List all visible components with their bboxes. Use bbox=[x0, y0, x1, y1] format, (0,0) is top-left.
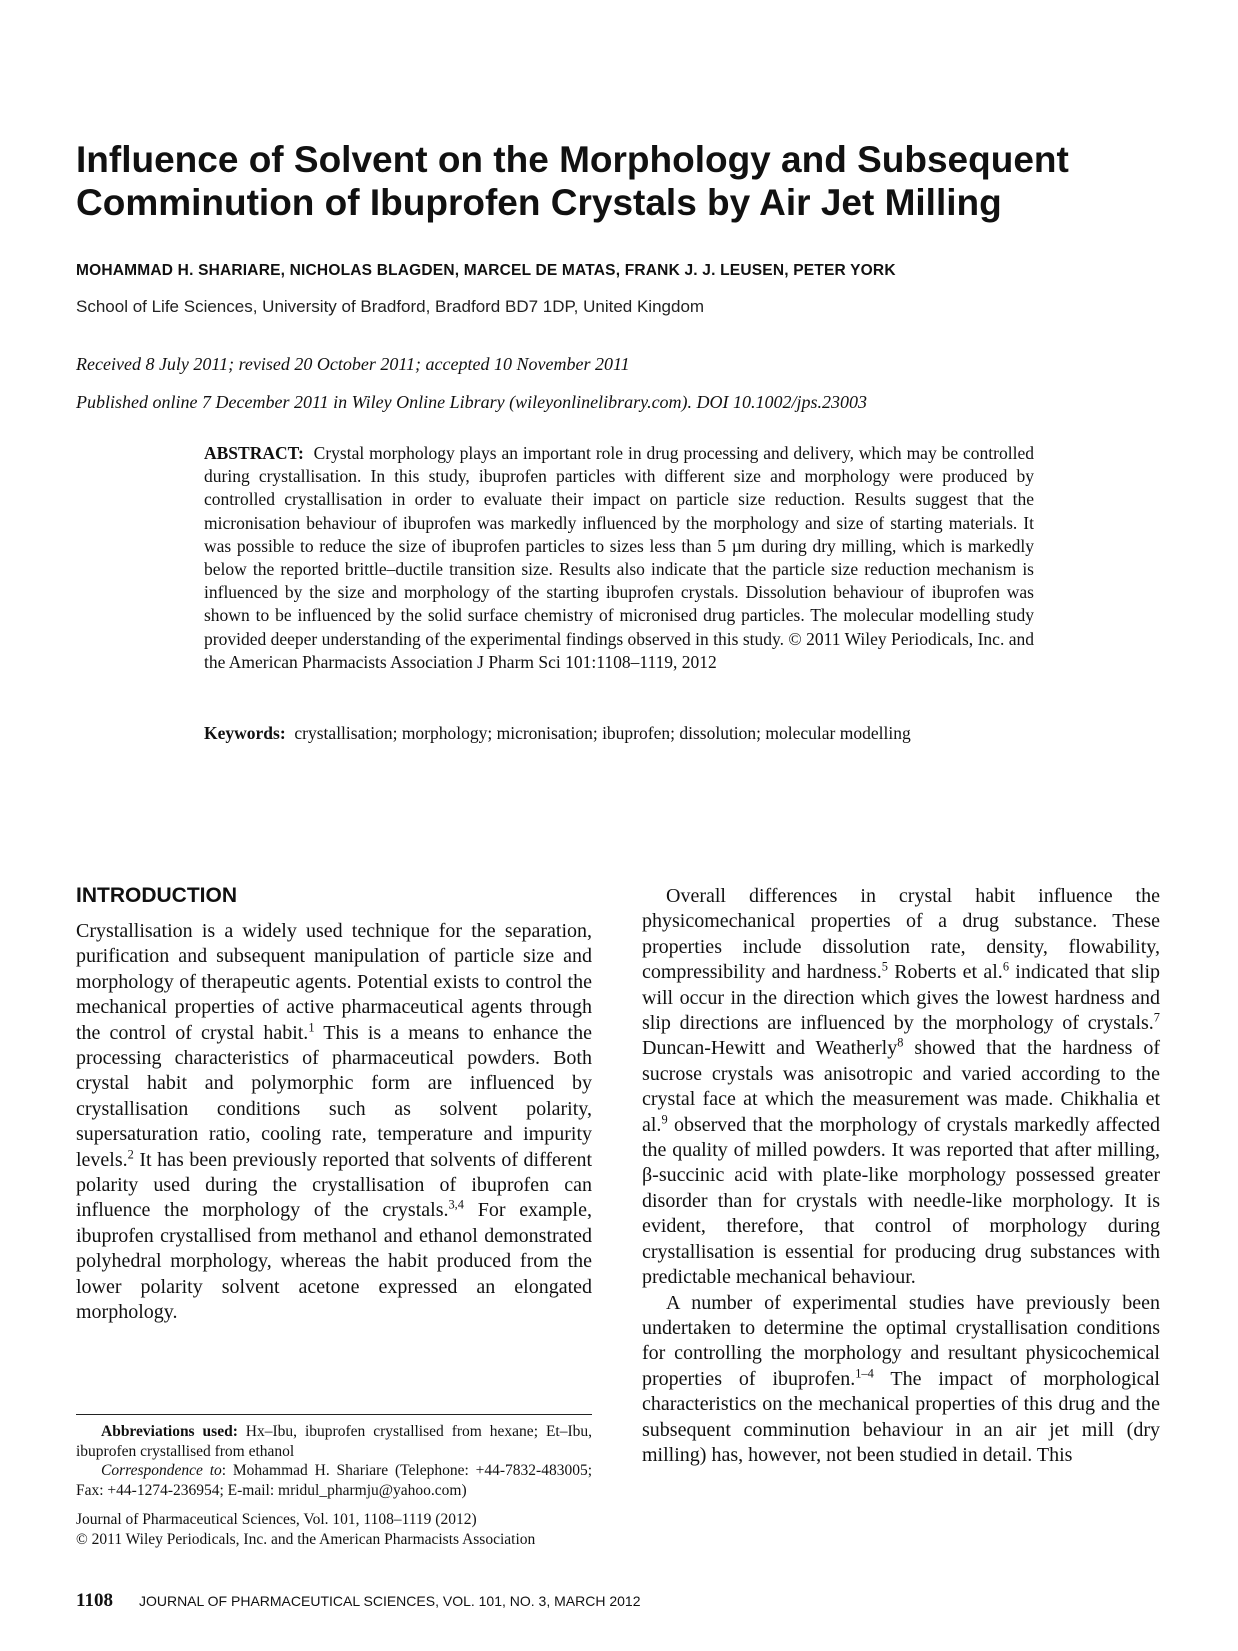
intro-paragraph-2 bbox=[642, 884, 1160, 1291]
text-run: Overall differences in crystal habit influence the physicomechanical properties of a drug substance. These properties include dissolution rate, density, flowability, compressibility and hardness. bbox=[642, 885, 1160, 984]
running-footer: JOURNAL OF PHARMACEUTICAL SCIENCES, VOL. 101, NO. 3, MARCH 2012 bbox=[138, 1593, 641, 1609]
received-dates: Received 8 July 2011; revised 20 October 2011; accepted 10 November 2011 bbox=[76, 354, 630, 374]
abbreviations-text: Hx–Ibu, ibuprofen crystallised from hexane; Et–Ibu, ibuprofen crystallised from ethanol bbox=[76, 1423, 593, 1460]
text-run: For example, ibuprofen crystallised from methanol and ethanol demonstrated polyhedral morphology, whereas the habit produced from the lower polarity solvent acetone expressed an elongated morphology. bbox=[76, 1199, 592, 1324]
article-title: Influence of Solvent on the Morphology and Subsequent Comminution of Ibuprofen Crystals by Air Jet Milling bbox=[76, 139, 1069, 223]
correspondence-text: : Mohammad H. Shariare (Telephone: +44-7832-483005; Fax: +44-1274-236954; E-mail: mridul_pharmju@yahoo.com) bbox=[76, 1462, 592, 1499]
keywords bbox=[204, 722, 1034, 745]
abbreviations-note bbox=[76, 1422, 592, 1461]
text-run: It has been previously reported that solvents of different polarity used during the crystallisation of ibuprofen can influence the morphology of the crystals. bbox=[76, 1148, 592, 1222]
footnotes bbox=[76, 1422, 592, 1549]
citation-ref: 3,4 bbox=[448, 1197, 464, 1212]
correspondence-label: Correspondence to bbox=[101, 1462, 222, 1479]
text-run: showed that the hardness of sucrose crystals was anisotropic and varied according to the crystal face at which the measurement was made. Chikhalia et al. bbox=[642, 1037, 1160, 1136]
citation-ref: 8 bbox=[897, 1035, 904, 1050]
journal-citation: Journal of Pharmaceutical Sciences, Vol. 101, 1108–1119 (2012) bbox=[76, 1511, 477, 1528]
affiliation: School of Life Sciences, University of Bradford, Bradford BD7 1DP, United Kingdom bbox=[76, 297, 705, 316]
keywords-label: Keywords: bbox=[204, 723, 286, 743]
author-list: MOHAMMAD H. SHARIARE, NICHOLAS BLAGDEN, MARCEL DE MATAS, FRANK J. J. LEUSEN, PETER YORK bbox=[76, 262, 896, 279]
left-column bbox=[76, 919, 592, 1326]
right-column bbox=[642, 884, 1160, 1468]
abstract-label: ABSTRACT: bbox=[204, 443, 304, 463]
footnote-divider bbox=[76, 1414, 592, 1415]
text-run: This is a means to enhance the processing characteristics of pharmaceutical powders. Both crystal habit and polymorphic form are influenced by crystallisation conditions such as solvent polarity, supersaturation ratio, cooling rate, temperature and impurity levels. bbox=[76, 1021, 592, 1171]
citation-ref: 7 bbox=[1153, 1010, 1160, 1025]
text-run: A number of experimental studies have previously been undertaken to determine the optimal crystallisation conditions for controlling the morphology and resultant physicochemical properties of ibuprofen. bbox=[642, 1291, 1160, 1390]
intro-paragraph-1 bbox=[76, 919, 592, 1326]
citation-ref: 1 bbox=[308, 1019, 315, 1034]
text-run: Duncan-Hewitt and Weatherly bbox=[642, 1037, 898, 1060]
text-run: The impact of morphological characteristics on the mechanical properties of this drug and the subsequent comminution behaviour in an air jet mill (dry milling) has, however, not been studied in detail. This bbox=[642, 1367, 1160, 1466]
correspondence-note bbox=[76, 1461, 592, 1500]
abbreviations-label: Abbreviations used: bbox=[101, 1423, 238, 1440]
citation-ref: 5 bbox=[881, 959, 888, 974]
text-run: indicated that slip will occur in the direction which gives the lowest hardness and slip directions are influenced by the morphology of crystals. bbox=[642, 961, 1160, 1035]
keywords-text: crystallisation; morphology; micronisation; ibuprofen; dissolution; molecular modelling bbox=[294, 723, 911, 743]
abstract bbox=[204, 442, 1034, 674]
text-run: Roberts et al. bbox=[887, 961, 1003, 984]
citation-ref: 9 bbox=[661, 1112, 668, 1126]
citation-ref: 6 bbox=[1002, 959, 1010, 974]
section-heading-introduction: INTRODUCTION bbox=[76, 884, 237, 907]
text-run: Crystallisation is a widely used technique for the separation, purification and subsequent manipulation of particle size and morphology of therapeutic agents. Potential exists to control the mechanical properties of active pharmaceutical agents through the control of crystal habit. bbox=[76, 920, 592, 1044]
text-run: observed that the morphology of crystals markedly affected the quality of milled powders. It was reported that after milling, β-succinic acid with plate-like morphology possessed greater disorder than for crystals with needle-like morphology. It is evident, therefore, that control of morphology during crystallisation is essential for producing drug substances with predictable mechanical behaviour. bbox=[642, 1113, 1160, 1289]
intro-paragraph-3 bbox=[642, 1291, 1160, 1469]
copyright-line: © 2011 Wiley Periodicals, Inc. and the American Pharmacists Association bbox=[76, 1530, 536, 1548]
citation-ref: 2 bbox=[127, 1147, 134, 1161]
page-footer bbox=[76, 1590, 641, 1612]
abstract-text: Crystal morphology plays an important role in drug processing and delivery, which may be controlled during crystallisation. In this study, ibuprofen particles with different size and morphology were produced by controlled crystallisation in order to evaluate their impact on particle size reduction. Results suggest that the micronisation behaviour of ibuprofen was markedly influenced by the morphology and size of starting materials. It was possible to reduce the size of ibuprofen particles to sizes less than 5 µm during dry milling, which is markedly below the reported brittle–ductile transition size. Results also indicate that the particle size reduction mechanism is influenced by the size and morphology of the starting ibuprofen crystals. Dissolution behaviour of ibuprofen was shown to be influenced by the solid surface chemistry of micronised drug particles. The molecular modelling study provided deeper understanding of the experimental findings observed in this study. © 2011 Wiley Periodicals, Inc. and the American Pharmacists Association J Pharm Sci 101:1108–1119, 2012 bbox=[204, 443, 1034, 672]
page-number: 1108 bbox=[76, 1590, 113, 1611]
citation-ref: 1–4 bbox=[855, 1366, 874, 1381]
publication-info: Published online 7 December 2011 in Wiley Online Library (wileyonlinelibrary.com). DOI 10.1002/jps.23003 bbox=[76, 392, 868, 412]
